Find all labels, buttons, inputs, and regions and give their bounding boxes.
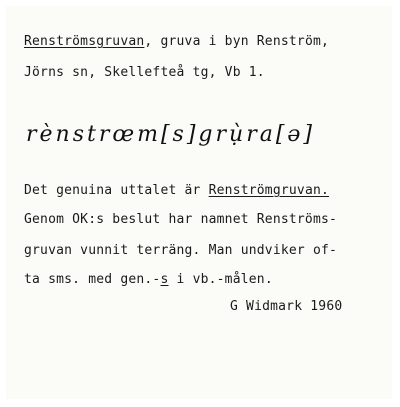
headword: Renströmsgruvan — [24, 34, 145, 49]
body-line-4 — [24, 272, 273, 287]
archive-card — [6, 6, 392, 399]
genitive-s: s — [160, 272, 169, 287]
phonetic-transcription: rènstrœm[s]grụ̀ra[ə] — [26, 122, 316, 147]
header-description: , gruva i byn Renström, — [144, 34, 330, 49]
body-line-3: gruvan vunnit terräng. Man undviker of- — [24, 243, 338, 258]
header-line-2: Jörns sn, Skellefteå tg, Vb 1. — [24, 65, 265, 80]
header-line-1 — [24, 34, 329, 49]
body-line-1-text: Det genuina uttalet är — [24, 183, 209, 198]
body-line-4-text: ta sms. med gen.- — [24, 272, 161, 287]
signature: G Widmark 1960 — [230, 299, 343, 314]
body-line-1 — [24, 183, 329, 198]
genuine-form: Renströmgruvan. — [208, 183, 330, 198]
body-line-2: Genom OK:s beslut har namnet Renströms- — [24, 212, 338, 227]
body-line-4-end: i vb.-målen. — [168, 272, 273, 287]
